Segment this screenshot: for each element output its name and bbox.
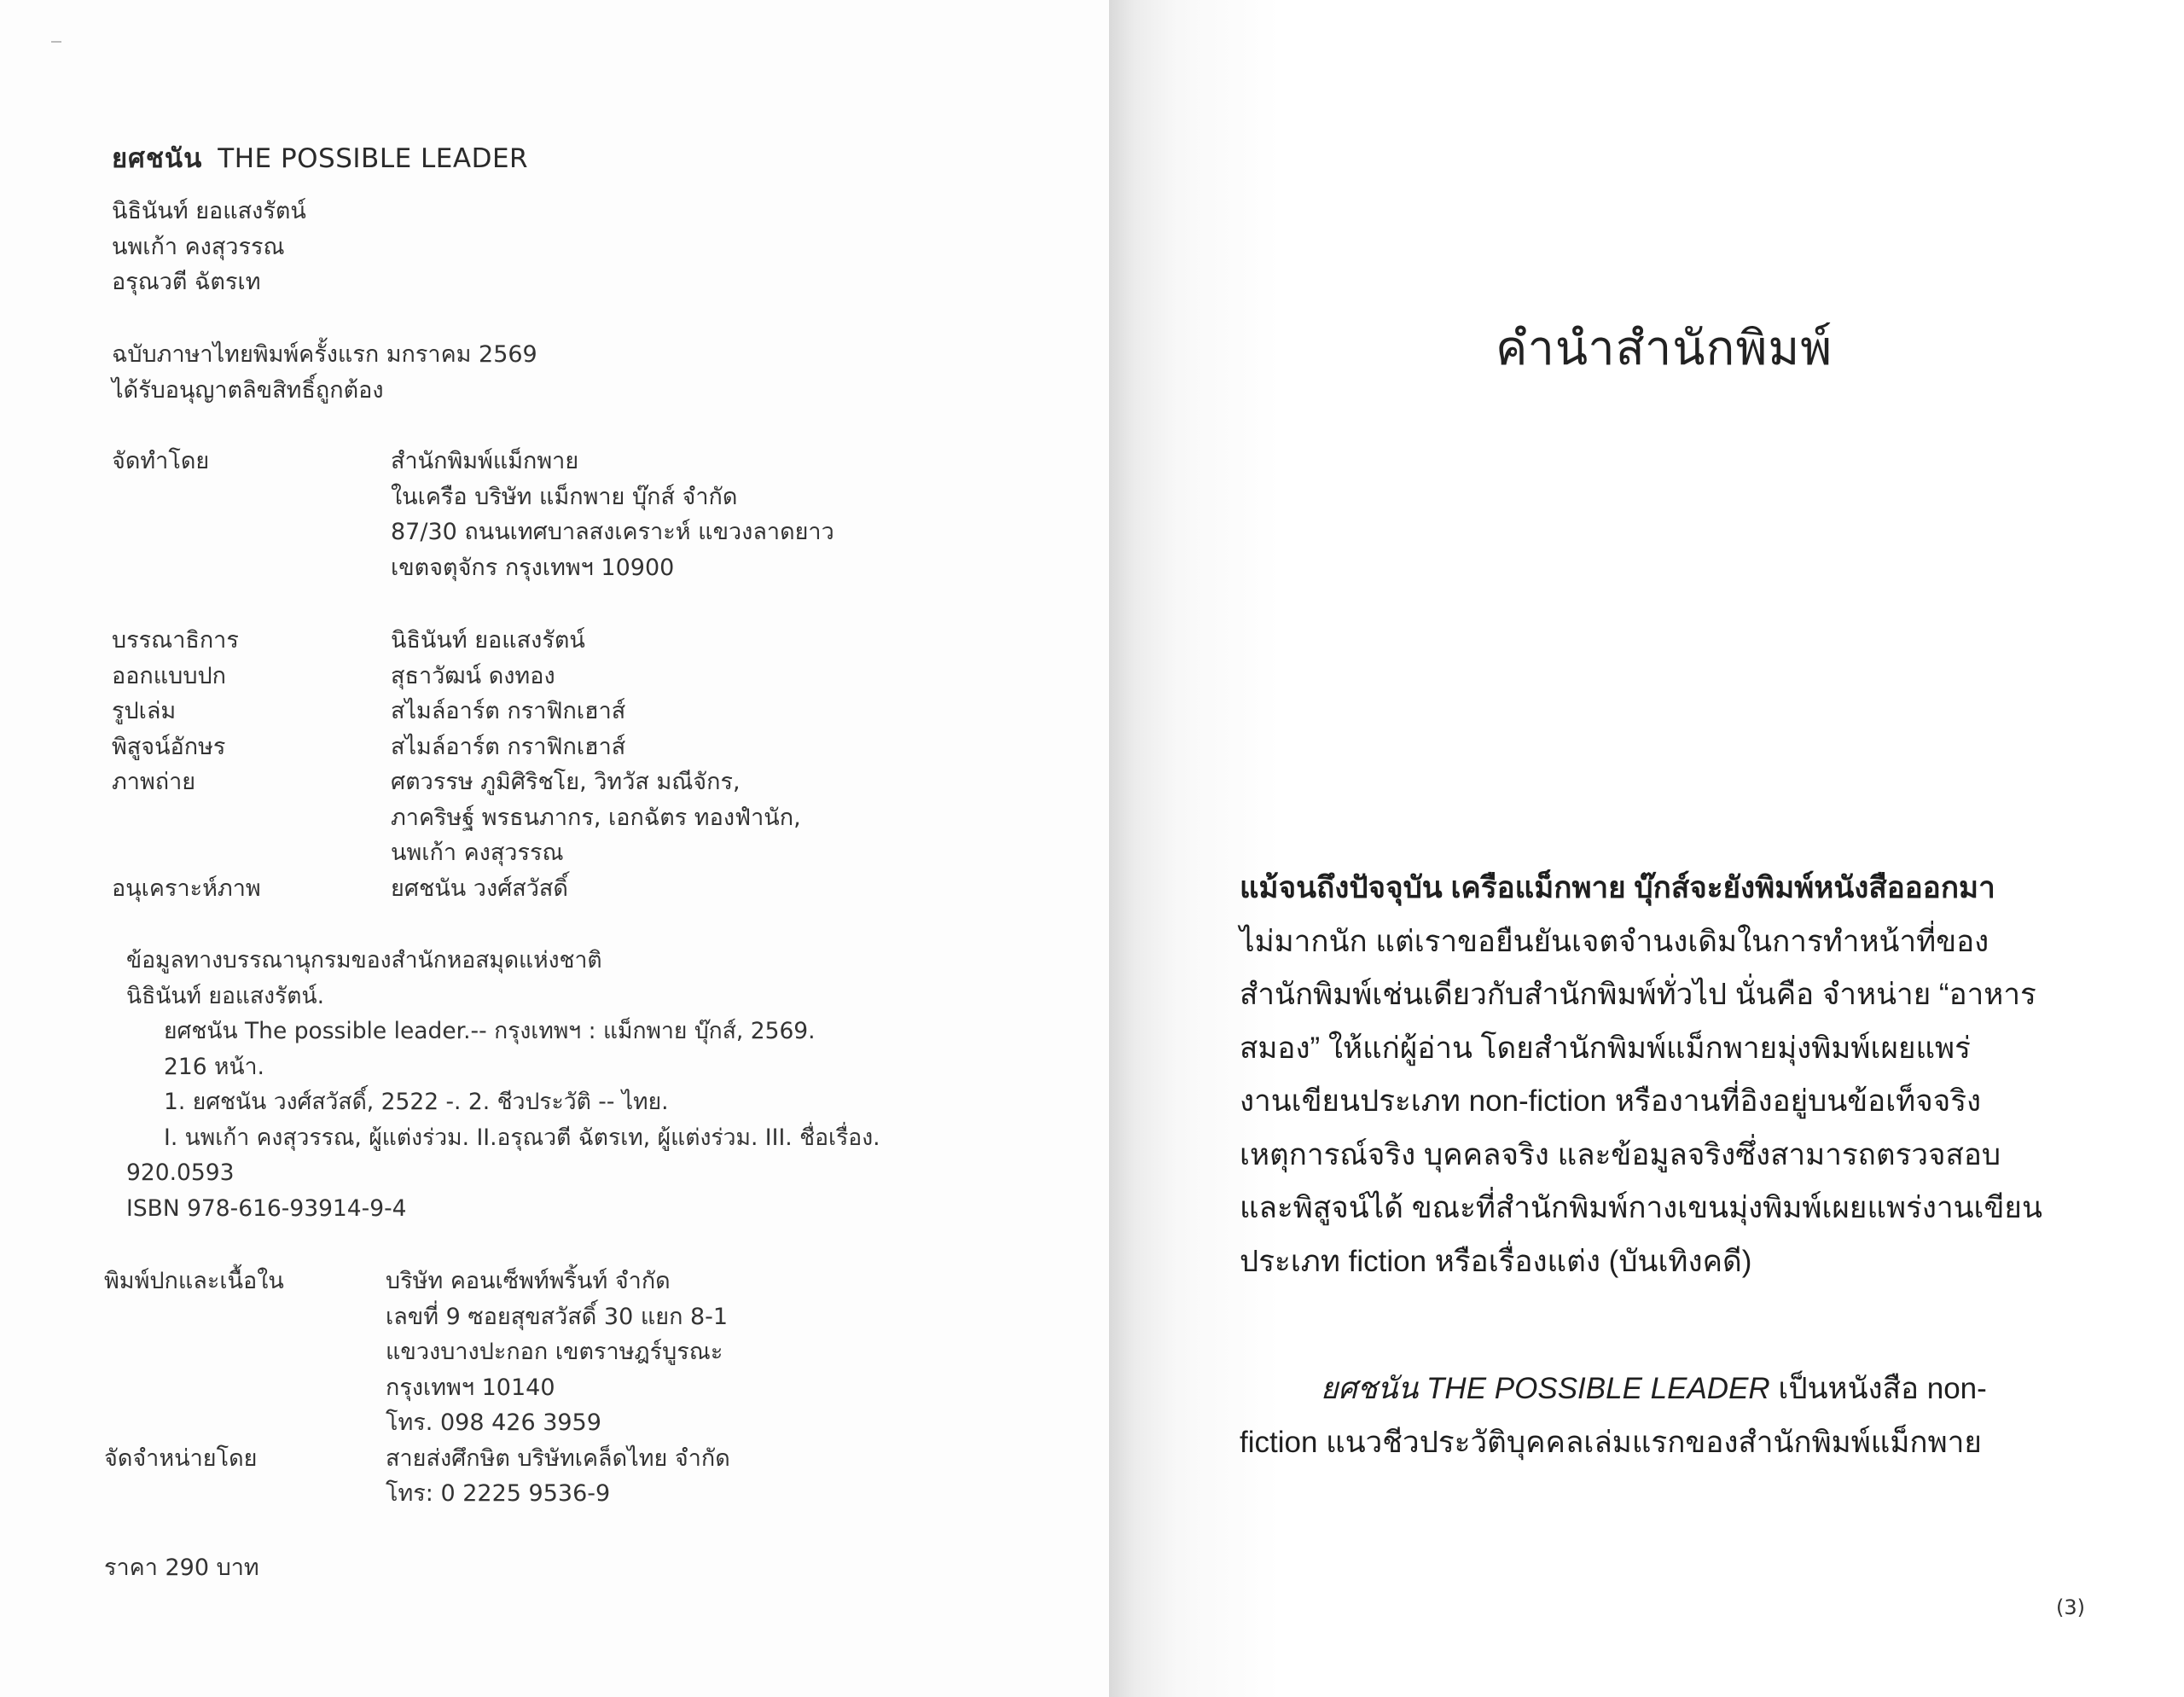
book-title — [112, 137, 528, 179]
right-page — [1109, 0, 2184, 1697]
credit-label: ภาพถ่าย — [112, 769, 196, 795]
credit-value: สายส่งศึกษิต บริษัทเคล็ดไทย จำกัด — [386, 1444, 730, 1472]
credit-row — [112, 764, 965, 800]
paragraph-line: fiction แนวชีวประวัติบุคคลเล่มแรกของสำนักพิมพ์แม็กพาย — [1240, 1425, 1982, 1459]
credit-value: กรุงเทพฯ 10140 — [386, 1374, 555, 1401]
credit-value: นิธินันท์ ยอแสงรัตน์ — [391, 627, 585, 654]
cip-block — [126, 943, 880, 1226]
producer-block — [112, 444, 965, 585]
credit-value: เลขที่ 9 ซอยสุขสวัสดิ์ 30 แยก 8-1 — [386, 1303, 729, 1330]
foreword-paragraph-2 — [1240, 1363, 2077, 1469]
paragraph-text: เป็นหนังสือ non- — [1769, 1372, 1987, 1405]
credit-label: ออกแบบปก — [112, 662, 226, 689]
credit-value: นพเก้า คงสุวรรณ — [391, 840, 564, 866]
cip-classification: 920.0593 — [126, 1159, 235, 1186]
book-title-english: THE POSSIBLE LEADER — [218, 143, 529, 174]
paragraph-line: งานเขียนประเภท non-fiction หรืองานที่อิงอยู่บนข้อเท็จจริง — [1240, 1084, 1982, 1118]
credit-value: สไมล์อาร์ต กราฟิกเฮาส์ — [391, 733, 626, 760]
credit-label: อนุเคราะห์ภาพ — [112, 875, 261, 902]
cip-isbn: ISBN 978-616-93914-9-4 — [126, 1194, 407, 1222]
credit-value: สำนักพิมพ์แม็กพาย — [391, 448, 579, 474]
paragraph-line: สำนักพิมพ์เช่นเดียวกับสำนักพิมพ์ทั่วไป นั่นคือ จำหน่าย “อาหาร — [1240, 978, 2036, 1011]
author-list — [112, 194, 306, 300]
credit-row — [112, 444, 965, 479]
credit-value: บริษัท คอนเซ็พท์พริ้นท์ จำกัด — [386, 1268, 671, 1294]
credit-label: จัดจำหน่ายโดย — [104, 1444, 258, 1472]
paragraph-line: และพิสูจน์ได้ ขณะที่สำนักพิมพ์กางเขนมุ่งพิมพ์เผยแพร่งานเขียน — [1240, 1191, 2042, 1224]
paragraph-line: สมอง” ให้แก่ผู้อ่าน โดยสำนักพิมพ์แม็กพายมุ่งพิมพ์เผยแพร่ — [1240, 1031, 1971, 1065]
cip-line: 1. ยศชนัน วงศ์สวัสดิ์, 2522 -. 2. ชีวประวัติ -- ไทย. — [164, 1089, 669, 1115]
cip-line: ยศชนัน The possible leader.-- กรุงเทพฯ : แม็กพาย บุ๊กส์, 2569. — [164, 1018, 816, 1044]
credit-label: พิมพ์ปกและเนื้อใน — [104, 1268, 284, 1294]
cip-heading: ข้อมูลทางบรรณานุกรมของสำนักหอสมุดแห่งชาติ — [126, 947, 602, 973]
paragraph-line: เหตุการณ์จริง บุคคลจริง และข้อมูลจริงซึ่งสามารถตรวจสอบ — [1240, 1137, 2001, 1171]
page-number: (3) — [2056, 1595, 2085, 1619]
printing-credits — [104, 1264, 957, 1512]
cip-author: นิธินันท์ ยอแสงรัตน์. — [126, 982, 325, 1009]
cip-line: 216 หน้า. — [164, 1053, 264, 1080]
paragraph-line: แม้จนถึงปัจจุบัน เครือแม็กพาย บุ๊กส์จะยังพิมพ์หนังสือออกมา — [1240, 871, 1995, 904]
credit-row — [112, 623, 965, 659]
credit-value: สุธาวัฒน์ ดงทอง — [391, 662, 555, 689]
page-title: คำนำสำนักพิมพ์ — [1496, 321, 1833, 376]
credit-value: ภาคริษฐ์ พรธนภากร, เอกฉัตร ทองฟำนัก, — [391, 804, 801, 831]
book-title-thai: ยศชนัน — [112, 143, 203, 174]
scan-mark — [51, 41, 61, 43]
credit-row — [112, 729, 965, 765]
credit-row — [112, 871, 965, 907]
credit-label: รูปเล่ม — [112, 698, 177, 724]
credit-value: แขวงบางปะกอก เขตราษฎร์บูรณะ — [386, 1339, 723, 1365]
credit-value: โทร: 0 2225 9536-9 — [386, 1480, 611, 1507]
credit-value: สไมล์อาร์ต กราฟิกเฮาส์ — [391, 698, 626, 724]
credit-label: จัดทำโดย — [112, 448, 210, 474]
foreword-paragraph-1 — [1240, 862, 2077, 1288]
price-label: ราคา 290 บาท — [104, 1555, 259, 1581]
credit-label: บรรณาธิการ — [112, 627, 239, 654]
paragraph-line: ประเภท fiction หรือเรื่องแต่ง (บันเทิงคดี) — [1240, 1244, 1752, 1278]
credit-label: พิสูจน์อักษร — [112, 733, 226, 760]
author-name: นพเก้า คงสุวรรณ — [112, 233, 285, 260]
credit-row — [112, 659, 965, 694]
credit-value: ยศชนัน วงศ์สวัสดิ์ — [391, 875, 568, 902]
book-title-italic: ยศชนัน THE POSSIBLE LEADER — [1321, 1372, 1770, 1405]
paragraph-line — [1240, 1363, 2077, 1416]
credit-row — [112, 694, 965, 729]
author-name: อรุณวตี ฉัตรเท — [112, 269, 261, 295]
paragraph-line: ไม่มากนัก แต่เราขอยืนยันเจตจำนงเดิมในการทำหน้าที่ของ — [1240, 924, 1989, 958]
credit-value: ศตวรรษ ภูมิศิริชโย, วิทวัส มณีจักร, — [391, 769, 741, 795]
credit-value: เขตจตุจักร กรุงเทพฯ 10900 — [391, 554, 675, 581]
staff-credits — [112, 623, 965, 906]
credit-value: ในเครือ บริษัท แม็กพาย บุ๊กส์ จำกัด — [391, 483, 738, 510]
credit-value: โทร. 098 426 3959 — [386, 1409, 601, 1436]
credit-value: 87/30 ถนนเทศบาลสงเคราะห์ แขวงลาดยาว — [391, 519, 834, 545]
edition-info — [112, 337, 537, 408]
author-name: นิธินันท์ ยอแสงรัตน์ — [112, 198, 306, 224]
copyright-line: ได้รับอนุญาตลิขสิทธิ์ถูกต้อง — [112, 376, 384, 404]
edition-line: ฉบับภาษาไทยพิมพ์ครั้งแรก มกราคม 2569 — [112, 341, 537, 368]
credit-row — [104, 1441, 957, 1477]
cip-line: I. นพเก้า คงสุวรรณ, ผู้แต่งร่วม. II.อรุณวตี ฉัตรเท, ผู้แต่งร่วม. III. ชื่อเรื่อง. — [164, 1124, 880, 1151]
credit-row — [104, 1264, 957, 1299]
